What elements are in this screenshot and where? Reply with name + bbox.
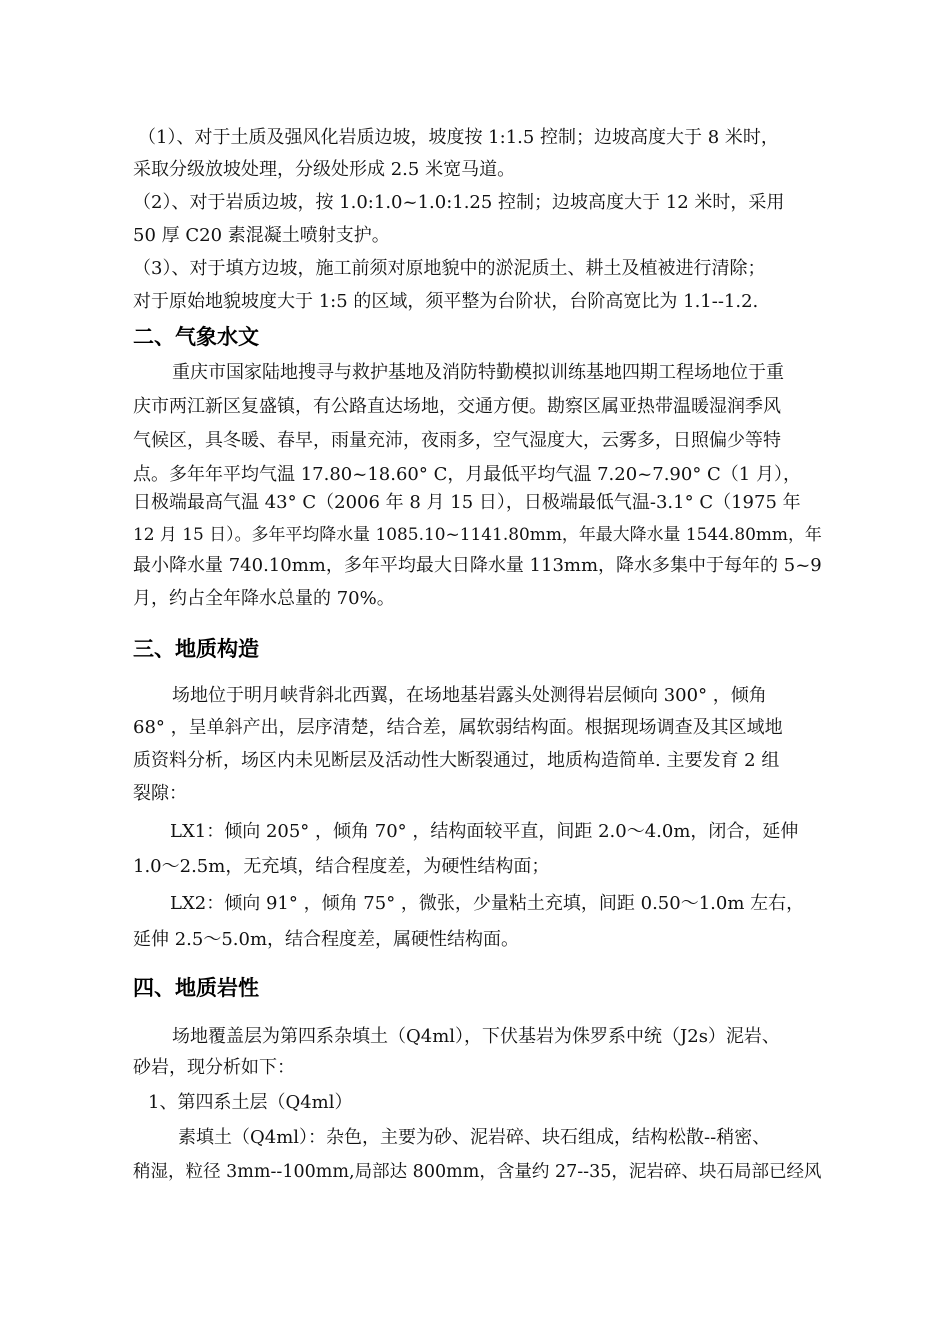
lithology-subheading: 1、第四系土层（Q4ml） [148,1092,353,1113]
fracture-lx2-line-1: LX2：倾向 91° ，倾角 75° ，微张，少量粘土充填，间距 0.50～1.0m 左右， [170,893,805,914]
slope-line-2: 采取分级放坡处理，分级处形成 2.5 米宽马道。 [133,159,516,180]
weather-line-7: 最小降水量 740.10mm，多年平均最大日降水量 113mm，降水多集中于每年的 5~9 [133,555,822,576]
fracture-lx1-line-1: LX1：倾向 205° ，倾角 70° ，结构面较平直，间距 2.0～4.0m，闭合，延伸 [170,821,799,842]
section-heading-weather: 二、气象水文 [133,325,259,349]
slope-line-5: （3）、对于填方边坡，施工前须对原地貌中的淤泥质土、耕土及植被进行清除； [133,258,766,279]
slope-line-6: 对于原始地貌坡度大于 1:5 的区域，须平整为台阶状，台阶高宽比为 1.1--1.2. [133,291,759,312]
weather-line-3: 气候区，具冬暖、春早，雨量充沛，夜雨多，空气湿度大，云雾多，日照偏少等特 [133,430,781,451]
lithology-line-1: 场地覆盖层为第四系杂填土（Q4ml），下伏基岩为侏罗系中统（J2s）泥岩、 [172,1026,780,1047]
section-heading-lithology: 四、地质岩性 [133,976,259,1000]
geology-line-1: 场地位于明月峡背斜北西翼，在场地基岩露头处测得岩层倾向 300° ，倾角 [172,685,767,706]
slope-line-1: （1）、对于土质及强风化岩质边坡，坡度按 1:1.5 控制；边坡高度大于 8 米时， [138,127,779,148]
section-heading-geology: 三、地质构造 [133,637,259,661]
weather-line-4: 点。多年年平均气温 17.80~18.60° C，月最低平均气温 7.20~7.90° C（1 月）， [133,464,801,485]
lithology-line-4: 素填土（Q4ml）：杂色，主要为砂、泥岩碎、块石组成，结构松散--稍密、 [178,1127,771,1148]
fracture-lx1-line-2: 1.0～2.5m，无充填，结合程度差，为硬性结构面； [133,856,550,877]
slope-line-3: （2）、对于岩质边坡，按 1.0:1.0~1.0:1.25 控制；边坡高度大于 12 米时，采用 [133,192,785,213]
lithology-line-2: 砂岩，现分析如下： [133,1057,295,1078]
geology-line-3: 质资料分析，场区内未见断层及活动性大断裂通过，地质构造简单. 主要发育 2 组 [133,750,780,771]
slope-line-4: 50 厚 C20 素混凝土喷射支护。 [133,225,390,246]
geology-line-2: 68° ，呈单斜产出，层序清楚，结合差，属软弱结构面。根据现场调查及其区域地 [133,717,783,738]
lithology-line-5: 稍湿，粒径 3mm--100mm,局部达 800mm，含量约 27--35，泥岩碎、块石局部已经风 [133,1162,822,1182]
weather-line-8: 月，约占全年降水总量的 70%。 [133,588,395,609]
weather-line-1: 重庆市国家陆地搜寻与救护基地及消防特勤模拟训练基地四期工程场地位于重 [172,362,784,383]
weather-line-5: 日极端最高气温 43° C（2006 年 8 月 15 日），日极端最低气温-3.1° C（1975 年 [133,492,801,513]
geology-line-4: 裂隙： [133,783,187,804]
fracture-lx2-line-2: 延伸 2.5～5.0m，结合程度差，属硬性结构面。 [133,929,520,950]
weather-line-2: 庆市两江新区复盛镇，有公路直达场地，交通方便。勘察区属亚热带温暖湿润季风 [133,396,781,417]
weather-line-6: 12 月 15 日）。多年平均降水量 1085.10~1141.80mm，年最大降水量 1544.80mm，年 [133,524,822,544]
